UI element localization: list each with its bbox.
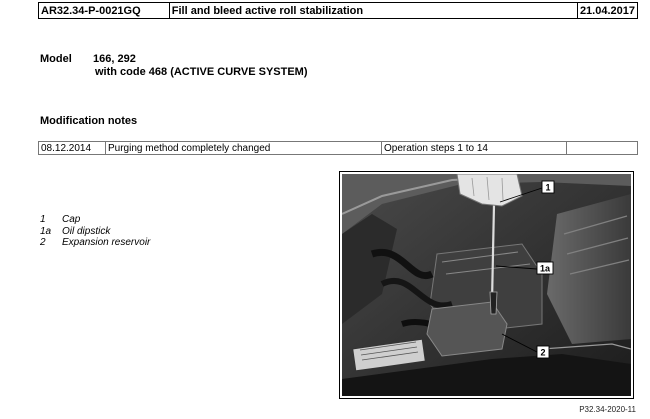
- legend-text: Cap: [62, 214, 81, 226]
- note-scope: Operation steps 1 to 14: [382, 142, 567, 154]
- note-date: 08.12.2014: [39, 142, 106, 154]
- engine-bay-photo: [339, 171, 634, 399]
- legend-item: [40, 237, 150, 249]
- callout-label: 2: [540, 347, 546, 358]
- document-header: [38, 2, 638, 19]
- callout-label: 1a: [539, 263, 551, 274]
- modification-notes-table: [38, 141, 638, 155]
- legend-item: [40, 226, 150, 238]
- doc-id: AR32.34-P-0021GQ: [39, 3, 170, 18]
- callout-label: 1: [545, 182, 551, 193]
- legend-number: 1a: [40, 225, 52, 237]
- legend-text: Expansion reservoir: [62, 237, 151, 249]
- doc-date: 21.04.2017: [579, 4, 635, 17]
- note-description: Purging method completely changed: [106, 142, 382, 154]
- legend-item: [40, 214, 150, 226]
- legend-number: 2: [40, 237, 46, 249]
- model-value: 166, 292: [93, 53, 136, 65]
- figure-legend: [40, 214, 150, 249]
- legend-text: Oil dipstick: [62, 225, 111, 237]
- legend-number: 1: [40, 214, 46, 226]
- model-code-line: with code 468 (ACTIVE CURVE SYSTEM): [95, 66, 308, 78]
- note-extra: [567, 142, 637, 154]
- figure-caption: P32.34-2020-11: [579, 405, 636, 414]
- doc-title: Fill and bleed active roll stabilization: [170, 3, 578, 18]
- model-label: Model: [40, 53, 72, 65]
- modification-notes-title: Modification notes: [40, 115, 138, 127]
- engine-bay-illustration: [342, 174, 631, 396]
